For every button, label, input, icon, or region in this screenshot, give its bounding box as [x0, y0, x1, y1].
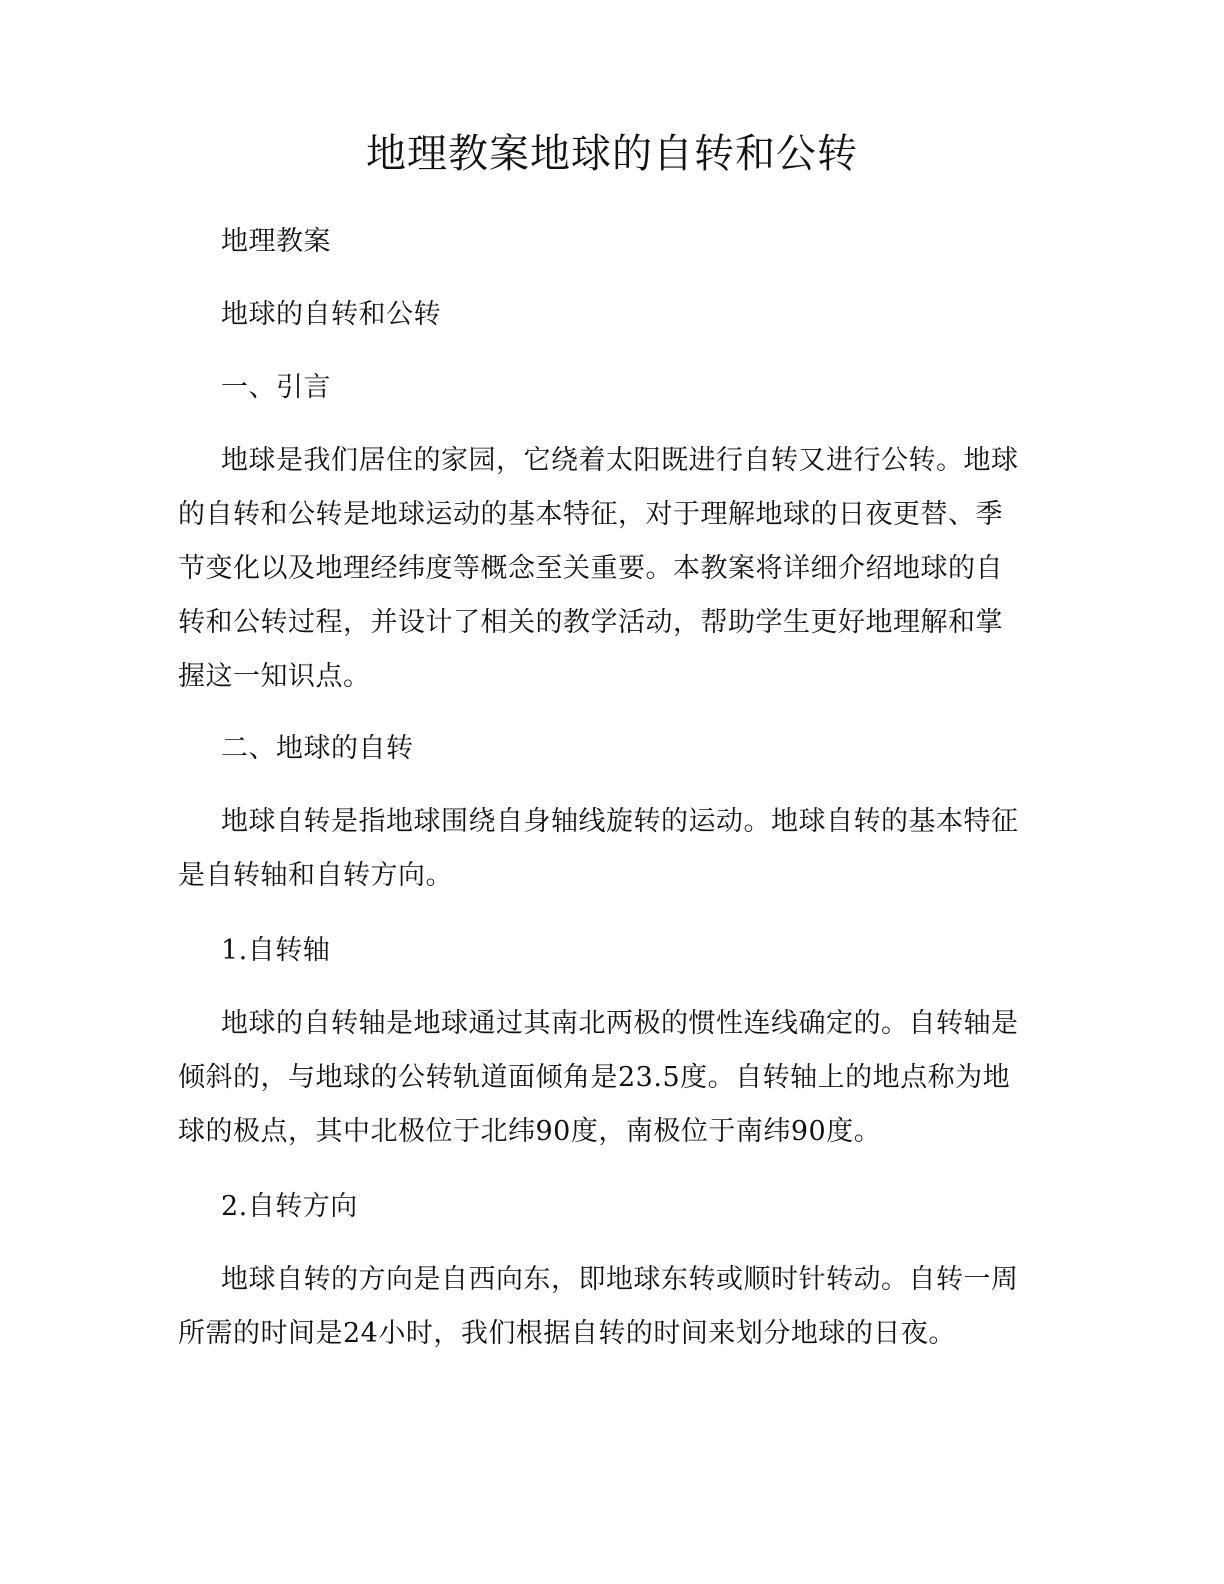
- heading-introduction: 一、引言: [221, 372, 331, 403]
- paragraph-topic: 地球的自转和公转: [221, 299, 441, 330]
- heading-rotation: 二、地球的自转: [221, 733, 414, 764]
- paragraph-rotation-axis: 地球的自转轴是地球通过其南北两极的惯性连线确定的。自转轴是倾斜的，与地球的公转轨道面倾角是23.5度。自转轴上的地点称为地球的极点，其中北极位于北纬90度，南极位于南纬90度。: [178, 1008, 1019, 1147]
- paragraph-subject: 地理教案: [221, 226, 331, 257]
- paragraph-rotation: 地球自转是指地球围绕自身轴线旋转的运动。地球自转的基本特征是自转轴和自转方向。: [178, 806, 1019, 891]
- document-title: 地理教案地球的自转和公转: [366, 131, 858, 177]
- paragraph-introduction: 地球是我们居住的家园，它绕着太阳既进行自转又进行公转。地球的自转和公转是地球运动的基本特征，对于理解地球的日夜更替、季节变化以及地理经纬度等概念至关重要。本教案将详细介绍地球的自转和公转过程，并设计了相关的教学活动，帮助学生更好地理解和掌握这一知识点。: [178, 445, 1019, 692]
- heading-rotation-axis: 1.自转轴: [221, 935, 331, 966]
- paragraph-rotation-direction: 地球自转的方向是自西向东，即地球东转或顺时针转动。自转一周所需的时间是24小时，我们根据自转的时间来划分地球的日夜。: [178, 1264, 1019, 1349]
- heading-rotation-direction: 2.自转方向: [221, 1191, 358, 1222]
